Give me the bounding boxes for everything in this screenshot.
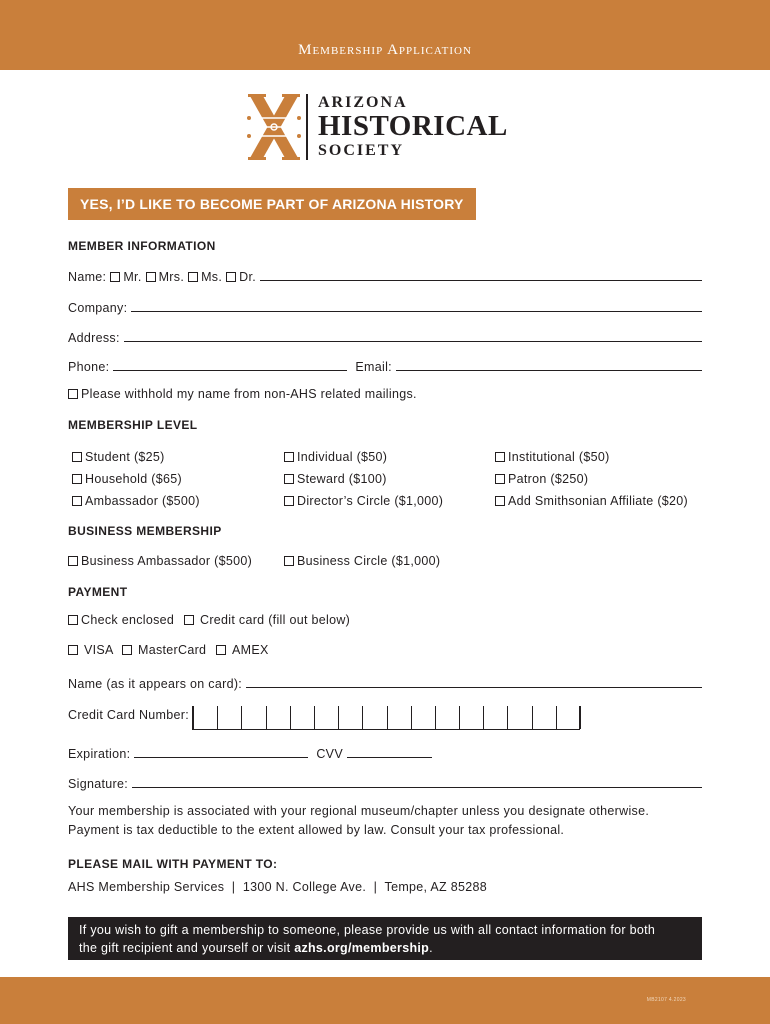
- mastercard-option[interactable]: MasterCard: [122, 643, 206, 657]
- expiration-field[interactable]: [134, 757, 308, 758]
- checkbox[interactable]: [495, 496, 505, 506]
- title-mrs[interactable]: Mrs.: [146, 270, 185, 284]
- level-steward[interactable]: Steward ($100): [284, 472, 387, 486]
- footer-band: [0, 977, 770, 1024]
- checkbox[interactable]: [146, 272, 156, 282]
- checkbox[interactable]: [68, 645, 78, 655]
- checkbox[interactable]: [284, 556, 294, 566]
- checkbox[interactable]: [188, 272, 198, 282]
- level-smithsonian-affiliate[interactable]: Add Smithsonian Affiliate ($20): [495, 494, 688, 508]
- level-directors-circle[interactable]: Director’s Circle ($1,000): [284, 494, 443, 508]
- membership-link[interactable]: azhs.org/membership: [294, 941, 430, 955]
- cc-digit-divider: [266, 706, 267, 729]
- name-on-card-label: Name (as it appears on card):: [68, 677, 243, 691]
- checkbox[interactable]: [226, 272, 236, 282]
- check-enclosed-option[interactable]: Check enclosed: [68, 613, 174, 627]
- checkbox[interactable]: [72, 452, 82, 462]
- expiration-label: Expiration:: [68, 747, 131, 761]
- cc-digit-divider: [580, 706, 581, 729]
- ahs-logo: [246, 94, 526, 162]
- cc-digit-divider: [459, 706, 460, 729]
- business-circle-option[interactable]: Business Circle ($1,000): [284, 554, 440, 568]
- amex-option[interactable]: AMEX: [216, 643, 269, 657]
- level-ambassador[interactable]: Ambassador ($500): [72, 494, 200, 508]
- cc-digit-divider: [193, 706, 194, 729]
- cc-digit-divider: [532, 706, 533, 729]
- checkbox[interactable]: [122, 645, 132, 655]
- title-ms[interactable]: Ms.: [188, 270, 222, 284]
- notice-line-1: Your membership is associated with your regional museum/chapter unless you designate otherwise.: [68, 804, 650, 818]
- credit-card-option[interactable]: Credit card (fill out below): [184, 613, 350, 627]
- logo-word-society: SOCIETY: [318, 142, 405, 159]
- logo-divider: [306, 94, 308, 160]
- company-field[interactable]: [131, 311, 702, 312]
- level-household[interactable]: Household ($65): [72, 472, 182, 486]
- name-on-card-row: [68, 673, 702, 691]
- company-label: Company:: [68, 301, 128, 315]
- checkbox[interactable]: [284, 496, 294, 506]
- email-label: Email:: [355, 360, 392, 374]
- mail-heading: PLEASE MAIL WITH PAYMENT TO:: [68, 857, 278, 871]
- checkbox[interactable]: [68, 389, 78, 399]
- phone-label: Phone:: [68, 360, 110, 374]
- payment-heading: PAYMENT: [68, 585, 128, 599]
- cc-digit-divider: [411, 706, 412, 729]
- name-field[interactable]: [260, 280, 702, 281]
- cc-digit-divider: [290, 706, 291, 729]
- name-on-card-field[interactable]: [246, 687, 702, 688]
- email-field[interactable]: [396, 370, 702, 371]
- notice-line-2: Payment is tax deductible to the extent allowed by law. Consult your tax professional.: [68, 823, 565, 837]
- intro-banner: YES, I’D LIKE TO BECOME PART OF ARIZONA HISTORY: [68, 188, 476, 220]
- checkbox[interactable]: [284, 452, 294, 462]
- membership-level-heading: MEMBERSHIP LEVEL: [68, 418, 198, 432]
- expiration-row: [68, 743, 432, 761]
- gift-text-line-1: If you wish to gift a membership to someone, please provide us with all contact information for both: [79, 923, 656, 937]
- member-info-heading: MEMBER INFORMATION: [68, 239, 216, 253]
- phone-email-row: [68, 356, 702, 374]
- logo-word-historical: HISTORICAL: [318, 110, 508, 142]
- address-row: [68, 327, 702, 345]
- cc-digit-divider: [338, 706, 339, 729]
- visa-option[interactable]: VISA: [68, 643, 114, 657]
- logo-word-arizona: ARIZONA: [318, 94, 408, 111]
- cc-digit-divider: [483, 706, 484, 729]
- name-row: [68, 266, 702, 284]
- level-student[interactable]: Student ($25): [72, 450, 165, 464]
- gift-text-line-2: the gift recipient and yourself or visit azhs.org/membership.: [79, 941, 433, 955]
- business-ambassador-option[interactable]: Business Ambassador ($500): [68, 554, 252, 568]
- ahs-x-mark-icon: [246, 94, 302, 160]
- cc-digit-divider: [387, 706, 388, 729]
- gift-info-box: [68, 917, 702, 960]
- signature-row: [68, 773, 702, 791]
- checkbox[interactable]: [495, 474, 505, 484]
- level-individual[interactable]: Individual ($50): [284, 450, 387, 464]
- cc-digit-divider: [556, 706, 557, 729]
- checkbox[interactable]: [216, 645, 226, 655]
- cc-digit-divider: [241, 706, 242, 729]
- cc-digit-divider: [217, 706, 218, 729]
- title-dr[interactable]: Dr.: [226, 270, 256, 284]
- page-title: Membership Application: [298, 42, 472, 58]
- phone-field[interactable]: [113, 370, 347, 371]
- checkbox[interactable]: [72, 474, 82, 484]
- checkbox[interactable]: [110, 272, 120, 282]
- cc-digit-divider: [435, 706, 436, 729]
- form-code: MB2107 4.2023: [646, 997, 686, 1003]
- name-label: Name:: [68, 270, 107, 284]
- header-band: [0, 0, 770, 70]
- address-label: Address:: [68, 331, 120, 345]
- cc-number-field[interactable]: [192, 706, 580, 730]
- cc-digit-divider: [507, 706, 508, 729]
- checkbox[interactable]: [284, 474, 294, 484]
- withhold-option[interactable]: Please withhold my name from non-AHS related mailings.: [68, 387, 417, 401]
- address-field[interactable]: [124, 341, 702, 342]
- level-institutional[interactable]: Institutional ($50): [495, 450, 610, 464]
- signature-field[interactable]: [132, 787, 702, 788]
- level-patron[interactable]: Patron ($250): [495, 472, 588, 486]
- checkbox[interactable]: [184, 615, 194, 625]
- checkbox[interactable]: [68, 615, 78, 625]
- company-row: [68, 297, 702, 315]
- cvv-label: CVV: [316, 747, 343, 761]
- checkbox[interactable]: [68, 556, 78, 566]
- cc-number-label: Credit Card Number:: [68, 708, 190, 722]
- mail-address: AHS Membership Services | 1300 N. College Ave. | Tempe, AZ 85288: [68, 880, 487, 894]
- checkbox[interactable]: [495, 452, 505, 462]
- checkbox[interactable]: [72, 496, 82, 506]
- cvv-field[interactable]: [347, 757, 432, 758]
- cc-digit-divider: [362, 706, 363, 729]
- membership-notice: [68, 802, 708, 840]
- business-heading: BUSINESS MEMBERSHIP: [68, 524, 222, 538]
- signature-label: Signature:: [68, 777, 128, 791]
- cc-digit-divider: [314, 706, 315, 729]
- title-mr[interactable]: Mr.: [110, 270, 141, 284]
